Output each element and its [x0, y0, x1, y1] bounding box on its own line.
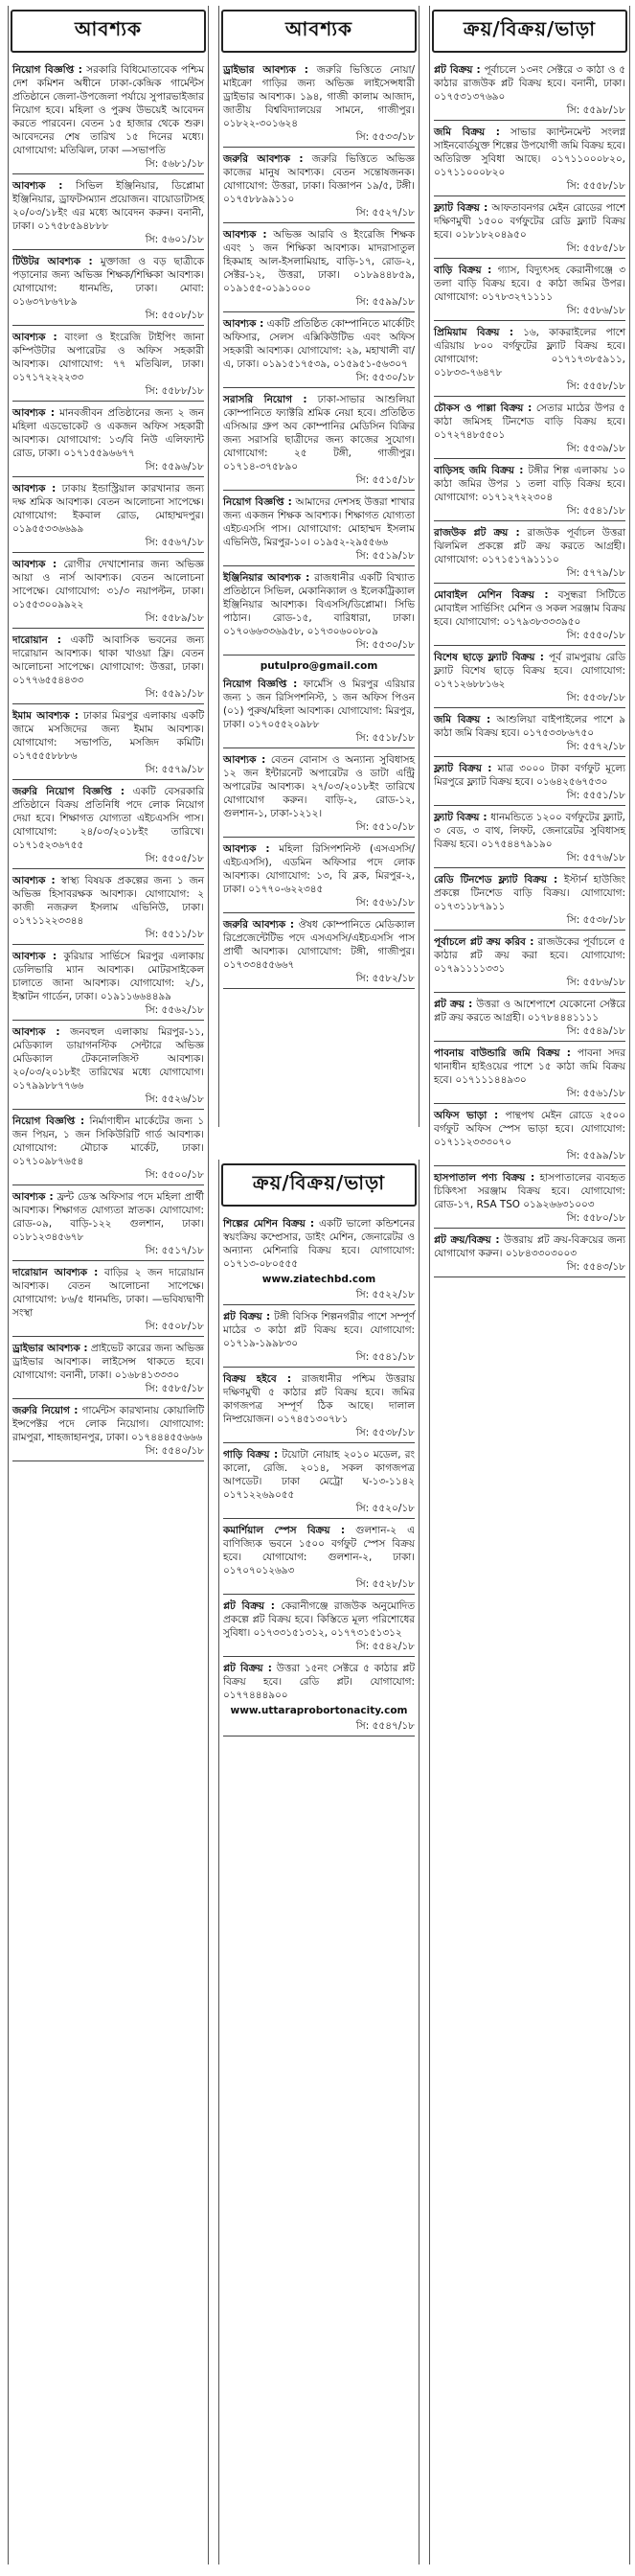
classified-ad	[223, 1597, 415, 1657]
ad-reference-code: সি: ৫৫৮৬/১৮	[434, 304, 625, 321]
ad-title: আবশ্যক :	[223, 754, 266, 766]
ad-reference-code: সি: ৫৫৮৯/১৮	[12, 611, 204, 629]
ad-body	[434, 1230, 625, 1260]
ad-reference-code: সি: ৫৭৭৯/১৮	[434, 566, 625, 584]
classified-ad	[223, 1369, 415, 1443]
ad-reference-code: সি: ৫৫৮৬/১৮	[434, 976, 625, 993]
ad-title: জরুরি নিয়োগ :	[12, 1405, 79, 1416]
classified-ad	[434, 261, 625, 321]
ad-title: প্লট ক্রয়/বিক্রয় :	[434, 1234, 500, 1246]
ad-body	[12, 1112, 204, 1168]
ad-title: ফ্ল্যাট বিক্রয় :	[434, 812, 488, 823]
classified-ad	[12, 479, 204, 553]
classified-ad	[434, 123, 625, 196]
classified-ad	[12, 403, 204, 477]
classified-ad	[434, 710, 625, 757]
ad-text: ধানমন্ডিতে ১২০০ বর্গফুটের ফ্ল্যাট, ৩ বেড, ৩ বাথ, লিফট, জেনারেটর সুবিধাসহ বিক্রয় হবে। ০১৭৫৪৪৭৯১৯০	[434, 812, 625, 850]
ad-reference-code: সি: ৫৫৯৯/১৮	[223, 295, 415, 312]
ad-body	[434, 648, 625, 691]
ad-reference-code: সি: ৫৫১৯/১৮	[223, 549, 415, 566]
ad-title: প্রিমিয়াম বিক্রয় :	[434, 327, 514, 338]
ad-reference-code: সি: ৫৫৩০/১৮	[223, 371, 415, 388]
ad-reference-code: সি: ৫৫২০/১৮	[223, 1502, 415, 1519]
ad-reference-code: সি: ৫৫৪১/১৮	[223, 1350, 415, 1368]
ad-reference-code: সি: ৫৫৪৩/১৮	[434, 1260, 625, 1277]
classified-ad	[12, 1187, 204, 1261]
ad-body	[223, 840, 415, 896]
ad-body	[434, 808, 625, 851]
ad-title: নিয়োগ বিজ্ঞপ্তি :	[12, 64, 82, 76]
ad-body	[223, 493, 415, 549]
ad-reference-code: সি: ৫৫০০/১৮	[12, 1168, 204, 1185]
ad-body	[223, 390, 415, 473]
ad-reference-code: সি: ৫৫৮৫/১৮	[12, 1382, 204, 1399]
column-wanted-2	[218, 6, 420, 1127]
ad-text: একটি প্রতিষ্ঠিত কোম্পানিতে মার্কেটিং অফিসার, সেলস এক্সিকিউটিভ এবং অফিস সহকারী আবশ্যক। যোগাযোগ: ২৯, মহাখালী বা/এ, ঢাকা। ০১৯১৫১৭৫৩৯, ০১৫৯৫১-৫৬৩০৭	[223, 318, 415, 370]
ad-title: বিশেষ ছাড়ে ফ্ল্যাট বিক্রয় :	[434, 652, 544, 663]
classified-ad	[434, 399, 625, 459]
ad-body	[12, 1263, 204, 1320]
ad-body	[12, 1187, 204, 1244]
ad-body	[434, 1106, 625, 1149]
ad-title: ড্রাইভার আবশ্যক :	[223, 64, 308, 76]
classified-ad	[223, 568, 415, 656]
ad-body	[434, 461, 625, 504]
ad-body	[12, 403, 204, 460]
ad-title: আবশ্যক :	[12, 875, 56, 886]
ad-title: নিয়োগ বিজ্ঞপ্তি :	[223, 496, 292, 508]
ad-reference-code: সি: ৫৫৫০/১৮	[434, 629, 625, 646]
classified-ad	[12, 782, 204, 869]
ad-title: ইমাম আবশ্যক :	[12, 710, 79, 722]
ad-reference-code: সি: ৫৫৩৮/১৮	[434, 913, 625, 931]
ad-text: মহিলা রিসিপশনিস্ট (এসএসসি/এইচএসসি), এডমিন অফিসার পদে লোক আবশ্যক। যোগাযোগ: ১৩, বি ব্লক, মিরপুর-২, ঢাকা। ০১৭৭০-৬২২৩৪৫	[223, 843, 415, 895]
ad-title: দারোয়ান :	[12, 634, 61, 646]
section-heading: ক্রয়/বিক্রয়/ভাড়া	[221, 1163, 417, 1207]
ad-title: আবশ্যক :	[223, 843, 270, 855]
section-heading: ক্রয়/বিক্রয়/ভাড়া	[432, 10, 627, 53]
ad-body	[223, 150, 415, 206]
ad-title: ফ্ল্যাট বিক্রয় :	[434, 763, 492, 774]
ad-body	[12, 631, 204, 687]
ad-reference-code: সি: ৫৫৩৩/১৮	[223, 130, 415, 148]
ad-body	[12, 947, 204, 1003]
classified-ad	[223, 675, 415, 748]
ad-body	[12, 706, 204, 763]
ad-body	[12, 871, 204, 928]
ad-body	[223, 1659, 415, 1702]
ad-title: জমি বিক্রয় :	[434, 126, 500, 138]
ad-body	[12, 1023, 204, 1092]
ad-body	[434, 261, 625, 304]
ad-title: ইঞ্জিনিয়ার আবশ্যক :	[223, 572, 310, 584]
ad-body	[434, 123, 625, 179]
ad-reference-code: সি: ৫৫৬১/১৮	[434, 1087, 625, 1104]
ad-body	[12, 479, 204, 536]
classified-ad	[223, 1445, 415, 1519]
ad-reference-code: সি: ৫৫৯১/১৮	[12, 687, 204, 704]
ad-text: ইস্টার্ন হাউজিং প্রকল্পে টিনশেড বাড়ি বিক্রয়। যোগাযোগ: ০১৭৩১১৮৭৯১১	[434, 874, 625, 912]
classified-ad	[434, 523, 625, 584]
ad-title: জমি বিক্রয় :	[434, 714, 491, 725]
ad-text: পূর্ব রামপুরায় রেডি ফ্ল্যাট বিশেষ ছাড়ে বিক্রয় হবে। যোগাযোগ: ০১৭১২৬৮৮১৬২	[434, 652, 626, 690]
ad-title: গাড়ি বিক্রয় :	[223, 1449, 279, 1460]
ad-text: আমাদের দেশসহ উত্তরা শাখার জন্য একজন শিক্ষক আবশ্যক। শিক্ষাগত যোগ্যতা এইচএসসি পাস। যোগাযোগ: মোহাম্মদ ইসলাম এভিনিউ, মিরপুর-১০। ০১৯৫২-২৯৫৫৬৬	[223, 496, 416, 548]
classified-ad	[223, 1521, 415, 1595]
section-heading: আবশ্যক	[221, 10, 417, 53]
ad-reference-code: সি: ৫৫০৫/১৮	[12, 852, 204, 869]
ad-body	[223, 1214, 415, 1271]
ad-text: ফার্মেসি ও মিরপুর এরিয়ার জন্য ১ জন রিসিপশনিস্ট, ১ জন অফিস পিওন (০১) পুরুষ/মহিলা আবশ্যক। যোগাযোগ: মিরপুর, ঢাকা। ০১৭০৫৫২০৯৮৮	[223, 678, 415, 730]
ad-web-link[interactable]: www.ziatechbd.com	[261, 1274, 376, 1285]
ad-body	[12, 60, 204, 157]
ads-list	[223, 60, 415, 989]
ad-text: গার্মেন্টস কারখানায় কোয়ালিটি ইন্সপেক্টর পদে লোক নিয়োগ। যোগাযোগ: রামপুরা, শাহজাহানপুর, ঢাকা। ০১৭৪৪৪৫৫৬৬৬	[12, 1405, 204, 1443]
ad-text: টঙ্গীর শিল্প এলাকায় ১০ কাঠা জমির উপর ১ তলা বাড়ি বিক্রয় হবে। যোগাযোগ: ০১৭১২৭২২৩০৪	[434, 465, 625, 503]
ad-reference-code: সি: ৫৫৮৮/১৮	[12, 384, 204, 402]
ad-text: গ্যাস, বিদ্যুৎসহ কেরানীগঞ্জে ৩ তলা বাড়ি বিক্রয় হবে। ৫ কাঠা জমির উপর। যোগাযোগ: ০১৭৮৩২৭১১১১	[434, 264, 625, 303]
classified-ad	[434, 198, 625, 259]
ad-web-link[interactable]: putulpro@gmail.com	[260, 660, 378, 672]
classified-ad	[223, 390, 415, 491]
ad-body	[12, 328, 204, 384]
ad-text: একটি বেসরকারি প্রতিষ্ঠানে বিক্রয় প্রতিনিধি পদে লোক নিয়োগ দেয়া হবে। শিক্ষাগত যোগ্যতা এইচএসসি পাস। যোগাযোগ: ২৪/০৩/২০১৮ইং তারিখে। ০১৭১৫২৩৬৭৫৫	[12, 786, 204, 851]
classified-ad	[12, 631, 204, 704]
ad-text: জরুরি ভিত্তিতে অভিজ্ঞ কাজের মানুষ আবশ্যক। বেতন সন্তোষজনক। যোগাযোগ: উত্তরা, ঢাকা। বিজ্ঞাপন ১৯/৫, টঙ্গী। ০১৭৫৮৮৯৯১১০	[223, 153, 415, 205]
ad-title: নিয়োগ বিজ্ঞপ্তি :	[223, 678, 298, 690]
ad-reference-code: সি: ৫৫৬২/১৮	[12, 1003, 204, 1021]
ad-title: জরুরি নিয়োগ বিজ্ঞপ্তি :	[12, 786, 125, 797]
ad-body	[434, 932, 625, 976]
ad-title: ড্রাইভার আবশ্যক :	[12, 1343, 88, 1354]
classified-ad	[12, 947, 204, 1021]
classified-ad	[12, 60, 204, 174]
classified-ad	[434, 1106, 625, 1166]
ad-title: অফিস ভাড়া :	[434, 1110, 499, 1121]
ad-title: আবশ্যক :	[12, 1191, 54, 1203]
ad-reference-code: সি: ৫৫২৭/১৮	[223, 206, 415, 223]
ad-reference-code: সি: ৫৫৪২/১৮	[223, 1640, 415, 1657]
ad-title: প্লট বিক্রয় :	[223, 1311, 271, 1322]
ad-reference-code: সি: ৫৫১৫/১৮	[223, 473, 415, 491]
classified-ad	[12, 1263, 204, 1337]
ad-text: রাজউক পূর্বাচল উত্তরা ঝিলমিল প্রকল্পে প্লট ক্রয় করতে আগ্রহী। যোগাযোগ: ০১৭১৫১৭৯১১১০	[434, 527, 625, 565]
ad-text: জরুরি ভিত্তিতে নোয়া/মাইক্রো গাড়ির জন্য অভিজ্ঞ লাইসেন্সধারী ড্রাইভার আবশ্যক। ১৯৪, গাজী কালাম আজাদ, জাতীয় বিশ্ববিদ্যালয়ের সামনে, গাজীপুর। ০১৮২২-৩০১৬২৪	[223, 64, 415, 129]
classified-ad	[434, 461, 625, 521]
ad-text: উত্তরায় প্লট ক্রয়-বিক্রয়ের জন্য যোগাযোগ করুন। ০১৮৪৩৩০৩০০৩	[434, 1234, 625, 1259]
classified-ad	[223, 1659, 415, 1736]
ad-title: সরাসরি নিয়োগ :	[223, 394, 307, 405]
ad-title: প্লট ক্রয় :	[434, 999, 473, 1010]
ad-reference-code: সি: ৫৫৩৮/১৮	[434, 691, 625, 708]
ad-body	[223, 675, 415, 731]
ad-title: রাজউক প্লট ক্রয় :	[434, 527, 520, 539]
ad-body	[12, 555, 204, 611]
classified-ad	[12, 1401, 204, 1461]
ad-body	[434, 523, 625, 566]
ad-body	[12, 1339, 204, 1382]
ad-text: গুলশান-২ এ বাণিজ্যিক ভবনে ১৫০০ বর্গফুট স্পেস বিক্রয় হবে। যোগাযোগ: গুলশান-২, ঢাকা। ০১৭০৭০১২৬৯৩	[223, 1525, 415, 1576]
ad-reference-code: সি: ৫৫২২/১৮	[223, 1288, 415, 1305]
ad-text: পূর্বাচলে ১৩নং সেক্টরে ৩ কাঠা ও ৫ কাঠার রাজউক প্লট বিক্রয় হবে। বনানী, ঢাকা। ০১৭৫৩১৩৭৬৯০	[434, 64, 625, 103]
ad-title: বাড়িসহ জমি বিক্রয় :	[434, 465, 524, 476]
ad-text: মুক্তাজা ও বড় ছাত্রীকে পড়ানোর জন্য অভিজ্ঞ শিক্ষক/শিক্ষিকা আবশ্যক। যোগাযোগ: ধানমন্ডি, ঢাকা। মোবা: ০১৬৩৭৮৬৭৮৯	[12, 256, 204, 308]
ad-reference-code: সি: ৫৫৬৭/১৮	[12, 536, 204, 553]
ad-title: চৌকস ও পাল্লা বিক্রয় :	[434, 402, 533, 414]
ad-text: বাংলা ও ইংরেজি টাইপিং জানা কম্পিউটার অপারেটর ও অফিস সহকারী আবশ্যক। যোগাযোগ: ৭৭ মতিঝিল, ঢাকা। ০১৭১৭২২২২৩৩	[12, 332, 204, 383]
ads-list	[12, 60, 204, 1461]
ad-text: আশুলিয়া বাইপাইলের পাশে ৯ কাঠা জমি বিক্রয় হবে। ০১৭৫৩৩৮৬৭৫০	[434, 714, 625, 739]
ad-title: জরুরি আবশ্যক :	[223, 919, 295, 931]
ad-web-link[interactable]: www.uttaraprobortonacity.com	[230, 1705, 408, 1716]
ad-text: বেতন বোনাস ও অন্যান্য সুবিধাসহ ১২ জন ইন্টারনেট অপারেটর ও ডাটা এন্ট্রি অপারেটর আবশ্যক। ২৭/০৩/২০১৮ইং তারিখে যোগাযোগ করুন। বাড়ি-২, রোড-১২, গুলশান-১, ঢাকা-১২১২।	[223, 754, 415, 819]
ad-body	[223, 750, 415, 820]
ad-reference-code: সি: ৫৫৯৯/১৮	[434, 1149, 625, 1166]
ad-text: সরকারি বিধিমোতাবেক পশ্চিম দেশ কমিশন অধীনে ঢাকা-কেন্দ্রিক গার্মেন্টস প্রতিষ্ঠানে জেলা-উপজেলা পর্যায়ে সুপারভাইজার নিয়োগ হবে। মহিলা ও পুরুষ উভয়েই আবেদন করতে পারবেন। বেতন ১৫ হাজার থেকে শুরু। আবেদনের শেষ তারিখ ১৫ দিনের মধ্যে। যোগাযোগ: মতিঝিল, ঢাকা —সভাপতি	[12, 64, 204, 156]
ad-title: আবশ্যক :	[12, 180, 63, 192]
ad-reference-code: সি: ৫৫৯৬/১৮	[12, 460, 204, 477]
ad-title: প্লট বিক্রয় :	[223, 1600, 275, 1612]
ad-reference-code: সি: ৫৫৮২/১৮	[223, 972, 415, 989]
ad-text: আফতাবনগর মেইন রোডের পাশে দক্ষিণমুখী ১৫০০ বর্গফুটের রেডি ফ্ল্যাট বিক্রয় হবে। ০১৮১৮২০৪৯৫০	[434, 202, 625, 241]
ad-text: রাজধানীর একটি বিখ্যাত প্রতিষ্ঠানে সিভিল, মেকানিক্যাল ও ইলেকট্রিক্যাল ইঞ্জিনিয়ার আবশ্যক। বিএসসি/ডিপ্লোমা। সিভি পাঠান। রোড-১৫, বারিধারা, ঢাকা। ০১৭০৬৬৩৩৬৯৫৮, ০১৭৩০৬০০৮০৯	[223, 572, 415, 637]
classified-ad	[434, 995, 625, 1042]
ad-body	[434, 1044, 625, 1087]
classified-ad	[223, 750, 415, 838]
ad-title: মোবাইল মেশিন বিক্রয় :	[434, 589, 549, 601]
ad-reference-code: সি: ৫৫৭৯/১৮	[12, 763, 204, 780]
ad-text: টয়োটা নোয়াহ ২০১০ মডেল, রং কালো, রেজি. ২০১৪, সকল কাগজপত্র আপডেট। ঢাকা মেট্রো ঘ-১৩-১১৪২ ০১৭১২২৬৯০৫৫	[223, 1449, 415, 1501]
classified-ad	[434, 586, 625, 646]
classified-ad	[223, 493, 415, 566]
ad-text: সাভার ক্যান্টনমেন্ট সংলগ্ন সাইনবোর্ডযুক্ত শিল্পের উপযোগী জমি বিক্রয় হবে। অতিরিক্ত সুবিধা আছে। ০১৭১১০০০৮২০, ০১৭১১০০০৮২০	[434, 126, 625, 178]
ad-title: প্লট বিক্রয় :	[434, 64, 481, 76]
ad-text: হাসপাতালের ব্যবহৃত চিকিৎসা সরঞ্জাম বিক্রয় হবে। যোগাযোগ: রোড-১৭, RSA TSO ০১৯২৬৬৩১০০৩	[434, 1172, 625, 1210]
classified-ad	[12, 1023, 204, 1110]
ad-title: শিল্পের মেশিন বিক্রয় :	[223, 1218, 315, 1230]
ad-title: টিউটর আবশ্যক :	[12, 256, 93, 267]
ad-title: রেডি টিনশেড ফ্ল্যাট বিক্রয় :	[434, 874, 558, 886]
classified-ad	[434, 932, 625, 993]
ad-body	[223, 60, 415, 130]
classified-ad	[12, 706, 204, 780]
ad-text: বাড়ির ২ জন দারোয়ান আবশ্যক। বেতন আলোচনা সাপেক্ষে। যোগাযোগ: ৮৬/৫ ধানমন্ডি, ঢাকা। —ভবিষ্যদ্বাণী সংস্থা	[12, 1267, 204, 1319]
ad-reference-code: সি: ৫৫০৮/১৮	[12, 1320, 204, 1337]
ad-body	[12, 252, 204, 309]
ad-body	[223, 314, 415, 371]
ad-title: পূর্বাচলে প্লট ক্রয় করিব :	[434, 936, 534, 948]
ad-body	[434, 995, 625, 1024]
ad-body	[223, 1445, 415, 1502]
ad-title: আবশ্যক :	[223, 229, 267, 241]
ad-text: ঢাকায় ইন্ডাস্ট্রিয়াল কারখানার জন্য দক্ষ শ্রমিক আবশ্যক। বেতন আলোচনা সাপেক্ষে। যোগাযোগ: ইকবাল রোড, মোহাম্মদপুর। ০১৯৫৫৩৩৬৬৯৯	[12, 483, 204, 535]
ad-reference-code: সি: ৫৫৪০/১৮	[12, 1444, 204, 1461]
ad-reference-code: সি: ৫৫৫৮/১৮	[434, 179, 625, 196]
ads-list	[223, 1214, 415, 1736]
ad-text: একটি আবাসিক ভবনের জন্য দারোয়ান আবশ্যক। থাকা খাওয়া ফ্রি। বেতন আলোচনা সাপেক্ষে। যোগাযোগ: উত্তরা, ঢাকা। ০১৭৭৬৫৫৪৪৩৩	[12, 634, 204, 686]
ad-text: রাজউকের পূর্বাচলে ৫ কাঠার প্লট ক্রয় করা হবে। যোগাযোগ: ০১৭৯১১১১৩৩১	[434, 936, 625, 975]
ad-reference-code: সি: ৫৫৫৮/১৮	[434, 380, 625, 397]
ad-body	[434, 60, 625, 104]
ad-text: সেতার মাঠের উপর ৫ কাঠা জমিসহ টিনশেড বাড়ি বিক্রয় হবে। ০১৭২৭৪৮৫৫০১	[434, 402, 625, 441]
classified-ad	[434, 1230, 625, 1277]
classified-ad	[12, 252, 204, 326]
ad-text: উত্তরা ও আশেপাশে যেকোনো সেক্টরে প্লট ক্রয় করতে আগ্রহী। ০১৭৮৪৪৪১১১১	[434, 999, 625, 1024]
column-wanted-1	[8, 6, 209, 2564]
classified-ad	[12, 1112, 204, 1185]
classified-ad	[223, 915, 415, 989]
ads-list	[434, 60, 625, 1277]
classified-ad	[223, 225, 415, 312]
ad-reference-code: সি: ৫৫৮৫/১৮	[434, 242, 625, 259]
ad-body	[223, 1521, 415, 1577]
section-heading: আবশ্যক	[11, 10, 206, 53]
ad-reference-code: সি: ৫৫২৬/১৮	[12, 1092, 204, 1110]
ad-reference-code: সি: ৫৫১০/১৮	[223, 820, 415, 838]
ad-title: বাড়ি বিক্রয় :	[434, 264, 492, 276]
ad-body	[434, 586, 625, 629]
classified-ad	[223, 840, 415, 913]
ad-title: জরুরি আবশ্যক :	[223, 153, 304, 165]
ad-reference-code: সি: ৫৫৪১/১৮	[434, 504, 625, 521]
ad-body	[12, 782, 204, 852]
classified-ad	[434, 870, 625, 931]
ad-title: আবশ্যক :	[12, 559, 57, 570]
ad-body	[434, 710, 625, 740]
ad-text: অভিজ্ঞ আরবি ও ইংরেজি শিক্ষক এবং ১ জন শিক্ষিকা আবশ্যক। মাদরাসাতুল হিকমাহ আল-ইসলামিয়াহ, বাড়ি-১৭, রোড-২, সেক্টর-১২, উত্তরা, ঢাকা। ০১৮৯৪৪৮৫৯, ০১৯১৫৫-০১৯১০০০	[223, 229, 415, 294]
ad-title: বিক্রয় হইবে :	[223, 1373, 292, 1385]
classified-ad	[434, 1044, 625, 1104]
ad-body	[223, 1597, 415, 1640]
ad-body	[434, 399, 625, 442]
ad-text: ১৬, কাকরাইলের পাশে এরিয়ায় ৮০০ বর্গফুটের ফ্ল্যাট বিক্রয় হবে। যোগাযোগ: ০১৭১৭৩৮৫৯১১, ০১৮৩৩-৭৬৪৭৮	[434, 327, 625, 379]
classified-ad	[223, 1307, 415, 1368]
ad-text: মানবজীবন প্রতিষ্ঠানের জন্য ২ জন মহিলা এডভোকেট ও একজন অফিস সহকারী আবশ্যক। যোগাযোগ: ১৩/বি নিউ এলিফ্যান্ট রোড, ঢাকা। ০১৭১৫৫৯৬৬৭৭	[12, 407, 205, 459]
classified-ad	[223, 150, 415, 223]
column-buy-sell-rent	[429, 6, 630, 2564]
classified-ad	[434, 648, 625, 708]
classified-ad	[12, 555, 204, 629]
ad-text: বসুন্ধরা সিটিতে মোবাইল সার্ভিসিং মেশিন ও সকল সরঞ্জাম বিক্রয় হবে। যোগাযোগ: ০১৭৯৩৮৩৩৩৯৫০	[434, 589, 625, 628]
ad-title: আবশ্যক :	[12, 951, 57, 962]
ad-reference-code: সি: ৫৫১১/১৮	[12, 928, 204, 945]
ad-reference-code: সি: ৫৫১৮/১৮	[223, 731, 415, 748]
ad-text: উত্তরা ১৫নং সেক্টরে ৫ কাঠার প্লট বিক্রয় হবে। রেডি প্লট। যোগাযোগ: ০১৭৭৪৪৪৯০০	[223, 1663, 415, 1701]
ad-text: কেরানীগঞ্জে রাজউক অনুমোদিত প্রকল্পে প্লট বিক্রয় হবে। কিস্তিতে মূল্য পরিশোধের সুবিধা। ০১৭৩৩১৫১৩১২, ০১৭৭৩১৫১৩১২	[223, 1600, 415, 1639]
ad-body	[434, 759, 625, 789]
ad-reference-code: সি: ৫৫৪৭/১৮	[223, 1719, 415, 1736]
classified-ad	[434, 808, 625, 868]
ad-title: কমার্শিয়াল স্পেস বিক্রয় :	[223, 1525, 346, 1536]
ad-title: আবশ্যক :	[12, 332, 57, 343]
ad-title: নিয়োগ বিজ্ঞপ্তি :	[12, 1116, 85, 1127]
ad-body	[434, 198, 625, 242]
column-buy-sell-2	[218, 1160, 420, 2564]
ad-text: রাজধানীর পশ্চিম উত্তরায় দক্ষিণমুখী ৫ কাঠার প্লট বিক্রয় হবে। জমির কাগজপত্র সম্পূর্ণ ঠিক আছে। দালাল নিষ্প্রয়োজন। ০১৭৪৫১৩০৭৮১	[223, 1373, 416, 1425]
ad-reference-code: সি: ৫৬৮১/১৮	[12, 157, 204, 174]
ad-body	[223, 915, 415, 972]
ad-text: মাত্র ৩০০০ টাকা বর্গফুট মূল্যে মিরপুরে ফ্ল্যাট বিক্রয় হবে। ০১৬৪২৫৬৭৫৩০	[434, 763, 625, 788]
ad-text: একটি ভালো কন্ডিশনের স্বয়ংক্রিয় কম্প্রেসার, ডাইং মেশিন, জেনারেটর ও অন্যান্য মেশিনারি বিক্রয় হবে। যোগাযোগ: ০১৭১৩-০৮০৫৫৫	[223, 1218, 415, 1270]
ad-title: আবশ্যক :	[12, 1026, 60, 1038]
ad-body	[434, 323, 625, 380]
ad-reference-code: সি: ৫৫৩৮/১৮	[223, 1426, 415, 1443]
classified-ad	[12, 1339, 204, 1399]
ad-text: স্বাস্থ্য বিষয়ক প্রকল্পের জন্য ১ জন অভিজ্ঞ হিসাবরক্ষক আবশ্যক। যোগাযোগ: ২ কাজী নজরুল ইসলাম এভিনিউ, ঢাকা। ০১৭১১২২৩৩৪৪	[12, 875, 204, 927]
ad-text: ঔষধ কোম্পানিতে মেডিক্যাল রিপ্রেজেন্টেটিভ পদে এসএসসি/এইচএসসি পাস প্রার্থী আবশ্যক। যোগাযোগ: টঙ্গী, গাজীপুর। ০১৭৩৩৪৫৫৬৬৭	[223, 919, 415, 971]
ad-body	[223, 1369, 415, 1426]
classified-ad	[223, 60, 415, 148]
ad-text: জনবহুল এলাকায় মিরপুর-১১, মেডিক্যাল ডায়াগনস্টিক সেন্টারে অভিজ্ঞ মেডিক্যাল টেকনোলজিস্ট আবশ্যক। ২০/০৩/২০১৮ইং তারিখের মধ্যে যোগাযোগ। ০১৭৯৯৮৮৭৭৬৬	[12, 1026, 204, 1092]
ad-reference-code: সি: ৫৫৭৬/১৮	[434, 851, 625, 868]
ad-text: ফ্রন্ট ডেস্ক অফিসার পদে মহিলা প্রার্থী আবশ্যক। শিক্ষাগত যোগ্যতা স্নাতক। যোগাযোগ: রোড-০৯, বাড়ি-১২২ গুলশান, ঢাকা। ০১৮১২৩৪৫৬৭৮	[12, 1191, 204, 1243]
ad-title: দারোয়ান আবশ্যক :	[12, 1267, 99, 1278]
ad-reference-code: সি: ৫৬০১/১৮	[12, 233, 204, 250]
ad-title: প্লট বিক্রয় :	[223, 1663, 272, 1674]
ad-title: আবশ্যক :	[12, 407, 55, 419]
ad-reference-code: সি: ৫৫৭২/১৮	[434, 740, 625, 757]
ad-reference-code: সি: ৫৫১৭/১৮	[12, 1244, 204, 1261]
ad-body	[223, 568, 415, 638]
ad-reference-code: সি: ৫৫৩০/১৮	[223, 638, 415, 656]
classified-ad	[434, 323, 625, 397]
ad-text: পান্থপথ মেইন রোডে ২৫০০ বর্গফুট অফিস স্পেস ভাড়া হবে। যোগাযোগ: ০১৭১১২৩৩৩০৭০	[434, 1110, 625, 1148]
classified-ad	[12, 176, 204, 250]
classified-ad	[434, 60, 625, 121]
ad-text: পাবনা সদর থানাধীন হাইওয়ের পাশে ১৫ কাঠা জমি বিক্রয় হবে। ০১৭১১১৪৪৯৩০	[434, 1047, 625, 1086]
ad-title: আবশ্যক :	[12, 483, 57, 494]
classified-ad	[434, 759, 625, 806]
ad-body	[223, 1307, 415, 1350]
classified-ad	[12, 328, 204, 402]
ad-reference-code: সি: ৫৫৫১/১৮	[434, 789, 625, 806]
ad-reference-code: সি: ৫৫৬১/১৮	[223, 896, 415, 913]
ad-body	[12, 176, 204, 233]
ad-text: ঢাকা-সাভার আশুলিয়া কোম্পানিতে ফ্যাক্টরি শ্রমিক নেয়া হবে। প্রতিষ্ঠিত এসিআর গ্রুপ অব কোম্পানির মেডিসিন বিক্রির জন্য সরাসরি ছাত্রীদের জন্য কাজের সুযোগ। যোগাযোগ: ২৫ টঙ্গী, গাজীপুর। ০১৭১৪-৩৭৫৮৯০	[223, 394, 415, 472]
ad-title: ফ্ল্যাট বিক্রয় :	[434, 202, 488, 214]
classified-ad	[434, 1168, 625, 1229]
ad-text: প্রাইভেট কারের জন্য অভিজ্ঞ ড্রাইভার আবশ্যক। লাইসেন্স থাকতে হবে। যোগাযোগ: বনানী, ঢাকা। ০১৬৮৪১৩৩৩০	[12, 1343, 204, 1381]
ad-title: হাসপাতাল পণ্য বিক্রয় :	[434, 1172, 535, 1184]
ad-text: রোগীর দেখাশোনার জন্য অভিজ্ঞ আয়া ও নার্স আবশ্যক। বেতন আলোচনা সাপেক্ষে। যোগাযোগ: ৩১/৩ নয়াপল্টন, ঢাকা। ০১৫৫৩০০৯৯২২	[12, 559, 204, 610]
classified-ad	[223, 314, 415, 388]
ad-text: টঙ্গী বিসিক শিল্পনগরীর পাশে সম্পূর্ণ মাঠের ৩ কাঠা প্লট বিক্রয় হবে। যোগাযোগ: ০১৭১৯-১৯৯৮৩০	[223, 1311, 416, 1349]
ad-reference-code: সি: ৫৫৮০/১৮	[434, 1211, 625, 1229]
ad-text: কুরিয়ার সার্ভিসে মিরপুর এলাকায় ডেলিভারি ম্যান আবশ্যক। মোটরসাইকেল চালাতে জানা আবশ্যক। যোগাযোগ: ২/১, ইস্কাটন গার্ডেন, ঢাকা। ০১৯১১৬৬৪৪৯৯	[12, 951, 204, 1002]
ad-reference-code: সি: ৫৫৯৮/১৮	[434, 104, 625, 121]
ad-body	[434, 870, 625, 913]
ad-title: আবশ্যক :	[223, 318, 264, 330]
ad-reference-code: সি: ৫৫০৮/১৮	[12, 309, 204, 326]
ad-text: নির্মাণাধীন মার্কেটের জন্য ১ জন পিয়ন, ১ জন সিকিউরিটি গার্ড আবশ্যক। যোগাযোগ: মৌচাক মার্কেট, ঢাকা। ০১৭১০৯৮৭৬৫৪	[12, 1116, 205, 1167]
ad-body	[434, 1168, 625, 1211]
ad-body	[12, 1401, 204, 1444]
classified-ad	[12, 871, 204, 945]
ad-text: ঢাকার মিরপুর এলাকায় একটি জামে মসজিদের জন্য ইমাম আবশ্যক। যোগাযোগ: সভাপতি, মসজিদ কমিটি। ০১৭৫৫৫৮৮৮৬	[12, 710, 205, 762]
ad-title: পাবনায় বাউন্ডারি জমি বিক্রয় :	[434, 1047, 571, 1059]
classified-ad	[223, 657, 415, 675]
ad-reference-code: সি: ৫৫৪৯/১৮	[434, 1024, 625, 1042]
ad-text: সিভিল ইঞ্জিনিয়ার, ডিপ্লোমা ইঞ্জিনিয়ার, ড্রাফটসম্যান প্রয়োজন। বায়োডাটাসহ ২০/০৩/১৮ইং এর মধ্যে আবেদন করুন। বনানী, ঢাকা। ০১৭৫৮৫৯৪৮৮৮	[12, 180, 204, 232]
ad-reference-code: সি: ৫৫২৮/১৮	[223, 1577, 415, 1595]
ad-body	[223, 225, 415, 295]
classified-ad	[223, 1214, 415, 1305]
ad-reference-code: সি: ৫৫৩৯/১৮	[434, 442, 625, 459]
